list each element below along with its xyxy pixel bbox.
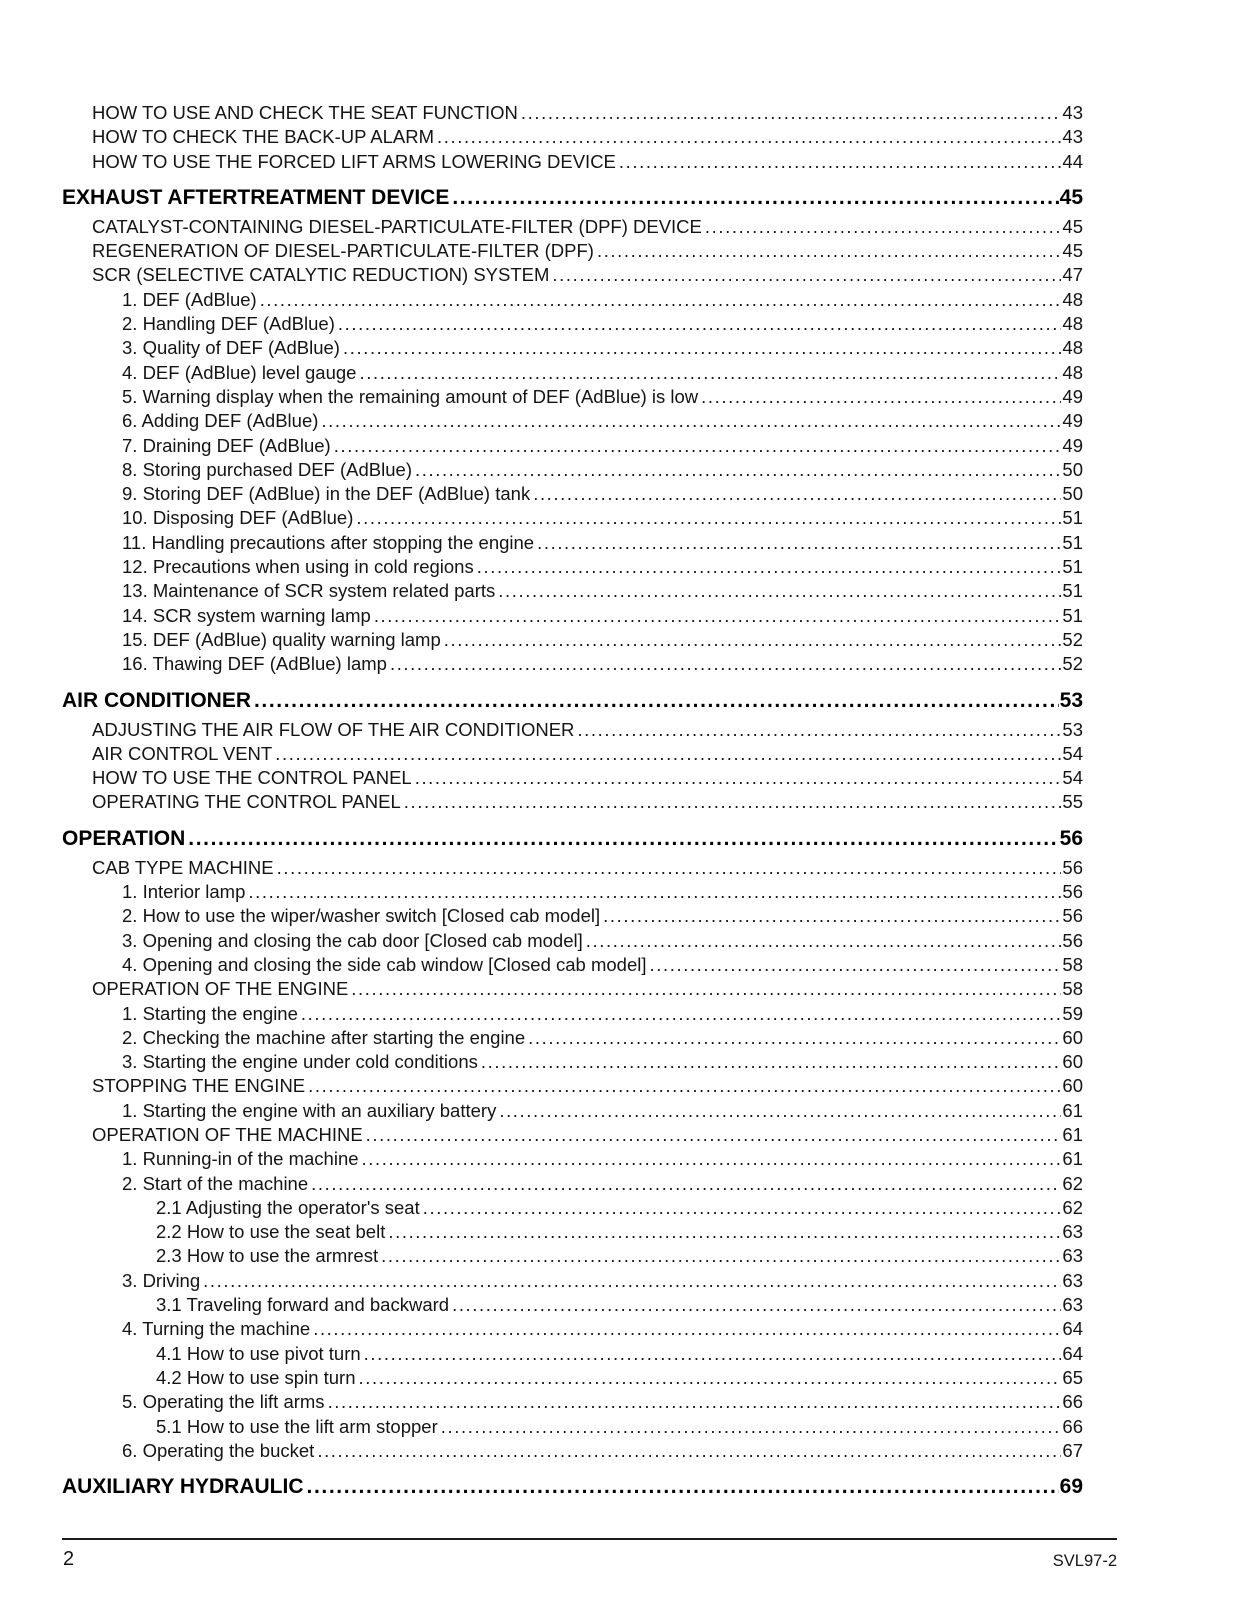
toc-entry (62, 1366, 1083, 1390)
dot-leader (423, 1196, 1062, 1220)
toc-entry (62, 953, 1083, 977)
toc-entry (62, 458, 1083, 482)
toc-entry-page-number: 45 (1062, 215, 1083, 237)
toc-entry-label: 6. Adding DEF (AdBlue) (122, 410, 319, 432)
dot-leader (359, 361, 1061, 385)
toc-entry-page-number: 61 (1062, 1123, 1083, 1145)
toc-entry-page-number: 58 (1062, 953, 1083, 975)
toc-entry-label: 16. Thawing DEF (AdBlue) lamp (122, 653, 387, 675)
toc-entry (62, 215, 1083, 239)
toc-entry-page-number: 63 (1062, 1294, 1083, 1316)
toc-entry-page-number: 64 (1062, 1342, 1083, 1364)
dot-leader (356, 506, 1061, 530)
toc-chapter-heading (62, 688, 1083, 714)
toc-entry (62, 482, 1083, 506)
toc-entry (62, 1123, 1083, 1147)
toc-entry-label: 6. Operating the bucket (122, 1439, 315, 1461)
toc-entry-label: 15. DEF (AdBlue) quality warning lamp (122, 628, 441, 650)
dot-leader (404, 790, 1062, 814)
dot-leader (415, 766, 1062, 790)
toc-entry (62, 1220, 1083, 1244)
toc-entry-page-number: 49 (1062, 434, 1083, 456)
toc-entry-label: AIR CONDITIONER (62, 688, 251, 712)
toc-entry-label: OPERATION (62, 826, 186, 850)
dot-leader (528, 1026, 1061, 1050)
toc-entry-page-number: 45 (1059, 185, 1083, 209)
toc-entry (62, 1026, 1083, 1050)
toc-entry-page-number: 66 (1062, 1391, 1083, 1413)
toc-entry-label: 9. Storing DEF (AdBlue) in the DEF (AdBlue) tank (122, 483, 531, 505)
dot-leader (705, 215, 1062, 239)
dot-leader (597, 239, 1061, 263)
toc-entry-label: 13. Maintenance of SCR system related parts (122, 580, 496, 602)
toc-entry-page-number: 47 (1062, 264, 1083, 286)
toc-entry-label: 1. Starting the engine with an auxiliary battery (122, 1099, 497, 1121)
toc-entry (62, 409, 1083, 433)
dot-leader (308, 1074, 1061, 1098)
toc-entry-label: SCR (SELECTIVE CATALYTIC REDUCTION) SYSTEM (92, 264, 550, 286)
toc-entry-page-number: 54 (1062, 742, 1083, 764)
dot-leader (603, 904, 1061, 928)
toc-entry-label: CATALYST-CONTAINING DIESEL-PARTICULATE-FILTER (DPF) DEVICE (92, 215, 702, 237)
dot-leader (359, 1366, 1062, 1390)
dot-leader (307, 1474, 1059, 1500)
toc-entry-page-number: 51 (1062, 604, 1083, 626)
toc-entry (62, 929, 1083, 953)
toc-entry (62, 1050, 1083, 1074)
dot-leader (452, 1293, 1061, 1317)
toc-entry-label: 5.1 How to use the lift arm stopper (156, 1415, 438, 1437)
toc-entry-label: 3. Starting the engine under cold conditions (122, 1051, 478, 1073)
toc-entry-page-number: 62 (1062, 1196, 1083, 1218)
toc-entry (62, 742, 1083, 766)
toc-entry-label: REGENERATION OF DIESEL-PARTICULATE-FILTER (DPF) (92, 240, 594, 262)
toc-entry (62, 904, 1083, 928)
toc-entry-page-number: 59 (1062, 1002, 1083, 1024)
dot-leader (277, 856, 1062, 880)
toc-entry-page-number: 49 (1062, 410, 1083, 432)
toc-entry-page-number: 53 (1062, 718, 1083, 740)
toc-entry-page-number: 62 (1062, 1172, 1083, 1194)
toc-entry (62, 434, 1083, 458)
toc-entry-label: 5. Operating the lift arms (122, 1391, 325, 1413)
dot-leader (533, 482, 1061, 506)
toc-entry-label: 4. Turning the machine (122, 1318, 311, 1340)
toc-entry-page-number: 67 (1062, 1439, 1083, 1461)
dot-leader (275, 742, 1061, 766)
dot-leader (362, 1147, 1062, 1171)
toc-entry (62, 718, 1083, 742)
dot-leader (374, 604, 1062, 628)
toc-entry (62, 239, 1083, 263)
toc-entry (62, 652, 1083, 676)
dot-leader (521, 101, 1062, 125)
toc-entry-page-number: 56 (1062, 856, 1083, 878)
toc-entry (62, 506, 1083, 530)
toc-entry-page-number: 60 (1062, 1051, 1083, 1073)
toc-entry (62, 1099, 1083, 1123)
toc-chapter-heading (62, 185, 1083, 211)
toc-entry-label: 8. Storing purchased DEF (AdBlue) (122, 458, 412, 480)
toc-entry-page-number: 51 (1062, 580, 1083, 602)
dot-leader (311, 1172, 1061, 1196)
dot-leader (477, 555, 1062, 579)
toc-entry-page-number: 58 (1062, 978, 1083, 1000)
toc-entry (62, 263, 1083, 287)
toc-entry-page-number: 52 (1062, 653, 1083, 675)
toc-entry-label: 3. Driving (122, 1269, 201, 1291)
toc-entry (62, 880, 1083, 904)
toc-entry-page-number: 65 (1062, 1366, 1083, 1388)
toc-entry-page-number: 63 (1062, 1221, 1083, 1243)
dot-leader (388, 1220, 1061, 1244)
toc-entry (62, 1002, 1083, 1026)
table-of-contents (62, 101, 1083, 1504)
dot-leader (301, 1002, 1062, 1026)
dot-leader (381, 1244, 1061, 1268)
dot-leader (203, 1269, 1061, 1293)
toc-entry (62, 856, 1083, 880)
dot-leader (537, 531, 1061, 555)
toc-entry-label: 1. Interior lamp (122, 881, 246, 903)
dot-leader (619, 150, 1062, 174)
dot-leader (444, 628, 1062, 652)
toc-entry-label: ADJUSTING THE AIR FLOW OF THE AIR CONDITIONER (92, 718, 575, 740)
toc-entry-label: 2. Handling DEF (AdBlue) (122, 313, 335, 335)
toc-entry (62, 1147, 1083, 1171)
toc-entry-page-number: 63 (1062, 1245, 1083, 1267)
dot-leader (366, 1123, 1062, 1147)
toc-entry-page-number: 60 (1062, 1026, 1083, 1048)
toc-entry-label: 4.2 How to use spin turn (156, 1366, 356, 1388)
toc-entry-label: 14. SCR system warning lamp (122, 604, 371, 626)
toc-entry-label: 2.1 Adjusting the operator's seat (156, 1196, 420, 1218)
toc-entry (62, 101, 1083, 125)
toc-entry-page-number: 51 (1062, 556, 1083, 578)
toc-entry (62, 604, 1083, 628)
dot-leader (577, 718, 1061, 742)
toc-entry-label: OPERATION OF THE ENGINE (92, 978, 349, 1000)
dot-leader (248, 880, 1061, 904)
toc-entry-label: STOPPING THE ENGINE (92, 1075, 306, 1097)
toc-entry-page-number: 50 (1062, 483, 1083, 505)
toc-entry-page-number: 53 (1059, 688, 1083, 712)
toc-entry-page-number: 54 (1062, 767, 1083, 789)
toc-entry-label: HOW TO USE AND CHECK THE SEAT FUNCTION (92, 102, 518, 123)
toc-entry-page-number: 55 (1062, 791, 1083, 813)
dot-leader (351, 977, 1061, 1001)
toc-entry (62, 977, 1083, 1001)
toc-entry-page-number: 49 (1062, 385, 1083, 407)
toc-entry-page-number: 50 (1062, 458, 1083, 480)
dot-leader (441, 1415, 1062, 1439)
toc-entry-label: 3. Quality of DEF (AdBlue) (122, 337, 340, 359)
dot-leader (338, 312, 1062, 336)
toc-entry-label: 12. Precautions when using in cold regions (122, 556, 474, 578)
toc-entry-page-number: 45 (1062, 240, 1083, 262)
dot-leader (390, 652, 1061, 676)
dot-leader (586, 929, 1062, 953)
toc-entry-label: CAB TYPE MACHINE (92, 856, 274, 878)
dot-leader (328, 1390, 1062, 1414)
toc-entry-label: HOW TO USE THE CONTROL PANEL (92, 767, 412, 789)
dot-leader (254, 688, 1059, 714)
toc-entry (62, 790, 1083, 814)
toc-entry-label: EXHAUST AFTERTREATMENT DEVICE (62, 185, 450, 209)
toc-entry (62, 766, 1083, 790)
toc-entry (62, 1317, 1083, 1341)
dot-leader (650, 953, 1062, 977)
dot-leader (452, 185, 1058, 211)
toc-chapter-heading (62, 1474, 1083, 1500)
toc-entry-page-number: 48 (1062, 337, 1083, 359)
toc-entry-page-number: 60 (1062, 1075, 1083, 1097)
toc-chapter-heading (62, 826, 1083, 852)
toc-entry (62, 579, 1083, 603)
dot-leader (364, 1342, 1062, 1366)
toc-entry-label: AIR CONTROL VENT (92, 742, 273, 764)
toc-entry-page-number: 63 (1062, 1269, 1083, 1291)
toc-entry-label: 1. Running-in of the machine (122, 1148, 359, 1170)
toc-entry-label: OPERATING THE CONTROL PANEL (92, 791, 401, 813)
dot-leader (334, 434, 1062, 458)
toc-entry-label: 4. Opening and closing the side cab window [Closed cab model] (122, 953, 647, 975)
toc-entry-label: 3.1 Traveling forward and backward (156, 1294, 450, 1316)
toc-entry (62, 336, 1083, 360)
dot-leader (317, 1439, 1061, 1463)
toc-entry-label: 2. Start of the machine (122, 1172, 309, 1194)
toc-entry (62, 288, 1083, 312)
dot-leader (321, 409, 1061, 433)
toc-entry (62, 125, 1083, 149)
toc-entry-label: 3. Opening and closing the cab door [Closed cab model] (122, 929, 583, 951)
toc-entry-page-number: 64 (1062, 1318, 1083, 1340)
toc-entry (62, 1074, 1083, 1098)
dot-leader (437, 125, 1061, 149)
toc-entry-label: 1. DEF (AdBlue) (122, 288, 257, 310)
toc-entry-page-number: 61 (1062, 1148, 1083, 1170)
toc-entry (62, 1415, 1083, 1439)
toc-entry-label: 4. DEF (AdBlue) level gauge (122, 361, 357, 383)
toc-entry (62, 1293, 1083, 1317)
toc-entry-label: 11. Handling precautions after stopping the engine (122, 531, 535, 553)
toc-entry-label: 2. Checking the machine after starting the engine (122, 1026, 526, 1048)
dot-leader (481, 1050, 1062, 1074)
toc-entry-label: HOW TO USE THE FORCED LIFT ARMS LOWERING DEVICE (92, 150, 616, 172)
toc-entry-page-number: 43 (1062, 102, 1083, 123)
toc-entry-label: 10. Disposing DEF (AdBlue) (122, 507, 354, 529)
toc-entry-page-number: 61 (1062, 1099, 1083, 1121)
toc-entry-page-number: 43 (1062, 126, 1083, 148)
toc-entry-label: OPERATION OF THE MACHINE (92, 1123, 363, 1145)
toc-entry-page-number: 56 (1059, 826, 1083, 850)
footer-page-number: 2 (63, 1548, 75, 1570)
toc-entry-label: HOW TO CHECK THE BACK-UP ALARM (92, 126, 434, 148)
toc-entry (62, 1196, 1083, 1220)
toc-entry-label: 2.3 How to use the armrest (156, 1245, 379, 1267)
toc-entry-page-number: 48 (1062, 361, 1083, 383)
footer-divider (62, 1538, 1117, 1540)
toc-entry-page-number: 48 (1062, 313, 1083, 335)
toc-entry-page-number: 56 (1062, 929, 1083, 951)
toc-entry (62, 312, 1083, 336)
dot-leader (499, 1099, 1061, 1123)
dot-leader (343, 336, 1061, 360)
toc-entry-page-number: 52 (1062, 628, 1083, 650)
toc-entry-page-number: 51 (1062, 531, 1083, 553)
toc-entry-label: 4.1 How to use pivot turn (156, 1342, 361, 1364)
toc-entry (62, 1244, 1083, 1268)
toc-entry (62, 1439, 1083, 1463)
toc-entry-page-number: 69 (1059, 1475, 1083, 1499)
toc-entry (62, 385, 1083, 409)
toc-entry-label: AUXILIARY HYDRAULIC (62, 1475, 304, 1499)
toc-entry (62, 1342, 1083, 1366)
toc-entry-label: 1. Starting the engine (122, 1002, 298, 1024)
toc-entry-page-number: 66 (1062, 1415, 1083, 1437)
dot-leader (701, 385, 1061, 409)
toc-entry (62, 361, 1083, 385)
toc-entry-page-number: 56 (1062, 905, 1083, 927)
toc-entry (62, 531, 1083, 555)
toc-entry-page-number: 51 (1062, 507, 1083, 529)
dot-leader (552, 263, 1061, 287)
dot-leader (313, 1317, 1061, 1341)
dot-leader (498, 579, 1061, 603)
toc-entry (62, 1390, 1083, 1414)
toc-entry-label: 5. Warning display when the remaining amount of DEF (AdBlue) is low (122, 385, 699, 407)
toc-entry-page-number: 44 (1062, 150, 1083, 172)
footer-document-code: SVL97-2 (1052, 1552, 1117, 1570)
toc-entry-label: 2. How to use the wiper/washer switch [Closed cab model] (122, 905, 601, 927)
toc-entry (62, 628, 1083, 652)
toc-entry (62, 1172, 1083, 1196)
toc-entry (62, 555, 1083, 579)
toc-entry-page-number: 56 (1062, 881, 1083, 903)
dot-leader (188, 826, 1058, 852)
toc-entry (62, 1269, 1083, 1293)
toc-entry-label: 2.2 How to use the seat belt (156, 1221, 386, 1243)
toc-entry (62, 150, 1083, 174)
toc-entry-page-number: 48 (1062, 288, 1083, 310)
dot-leader (260, 288, 1062, 312)
dot-leader (415, 458, 1061, 482)
toc-entry-label: 7. Draining DEF (AdBlue) (122, 434, 331, 456)
